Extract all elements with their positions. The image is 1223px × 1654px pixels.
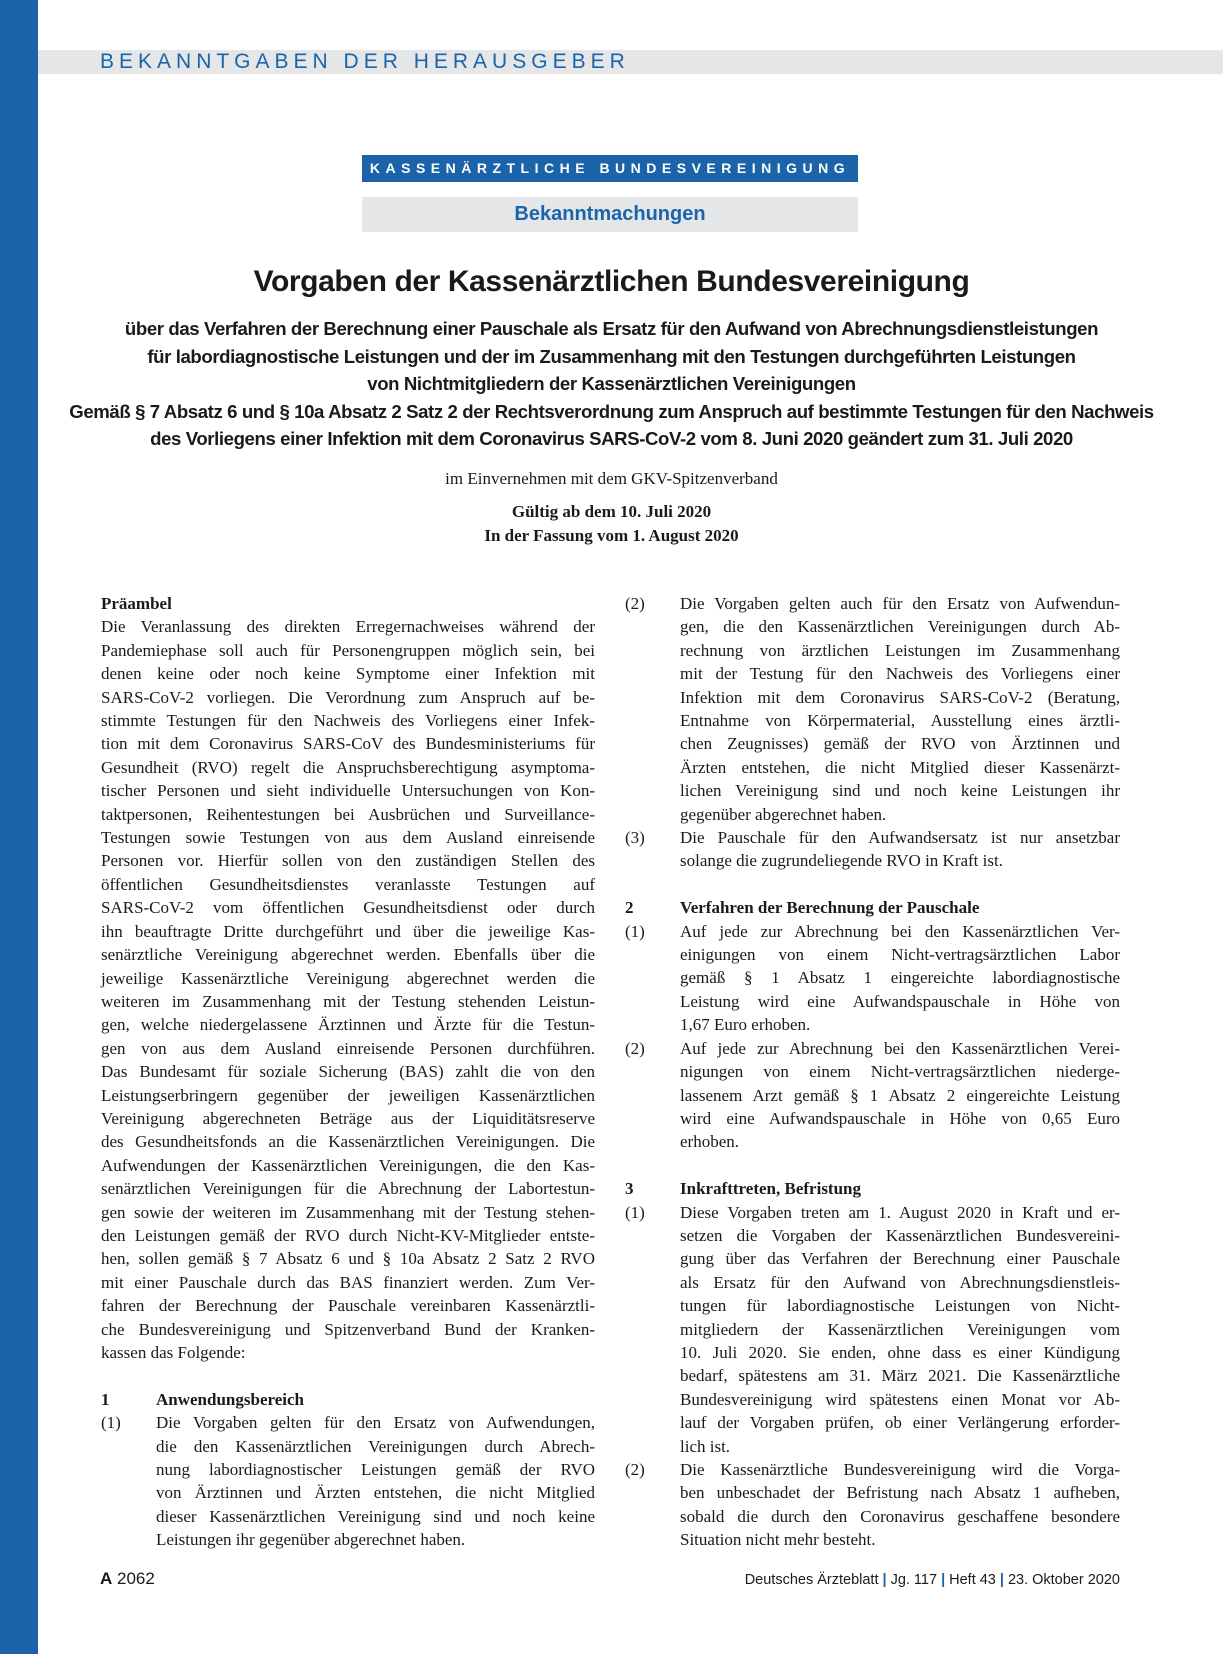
text-line: Testungen sowie Testungen von aus dem Ausland einreisende — [101, 828, 595, 848]
text-line: von Ärztinnen und Ärzten entstehen, die nicht Mitglied — [156, 1483, 595, 1503]
paragraph-item — [625, 826, 1120, 873]
text-line: Leistungserbringern gegenüber der jeweiligen Kassenärztlichen — [101, 1085, 595, 1105]
valid-from: Gültig ab dem 10. Juli 2020 — [511, 502, 712, 521]
section-title: BEKANNTGABEN DER HERAUSGEBER — [100, 50, 630, 73]
text-line: Auf jede zur Abrechnung bei den Kassenärztlichen Verei- — [680, 1038, 1120, 1058]
page-prefix: A — [100, 1569, 113, 1588]
paragraph-item — [625, 920, 1120, 1037]
text-line: Ärzten entstehen, die nicht Mitglied dieser Kassenärzt- — [680, 757, 1120, 777]
text-line: che Bundesvereinigung und Spitzenverband Bund der Kranken- — [101, 1319, 595, 1339]
text-line: weiteren im Zusammenhang mit der Testung stehenden Leistun- — [101, 991, 595, 1011]
paragraph-text — [680, 1458, 1120, 1552]
section-title: Inkrafttreten, Befristung — [680, 1179, 861, 1199]
text-line: einigungen von einem Nicht-vertragsärztlichen Labor — [680, 945, 1120, 965]
paragraph-item — [625, 1037, 1120, 1154]
paragraph-text — [680, 920, 1120, 1037]
paragraph-number: (1) — [101, 1413, 121, 1433]
subtitle-line: für labordiagnostische Leistungen und der im Zusammenhang mit den Testungen durchgeführten Leistungen — [147, 345, 1076, 367]
subtitle-line: des Vorliegens einer Infektion mit dem Coronavirus SARS-CoV-2 vom 8. Juni 2020 geändert zum 31. Juli 2020 — [150, 428, 1073, 449]
text-line: gen, die den Kassenärztlichen Vereinigungen durch Ab- — [680, 617, 1120, 637]
paragraph-text — [680, 826, 1120, 873]
text-line: tungen für labordiagnostische Leistungen von Nicht- — [680, 1296, 1120, 1316]
text-line: gen sowie der weiteren im Zusammenhang mit der Testung stehen- — [101, 1202, 595, 1222]
section-1 — [101, 1388, 595, 1552]
text-line: senärztlichen Vereinigungen für die Abrechnung der Labortestun- — [101, 1179, 595, 1199]
text-line: Die Vorgaben gelten auch für den Ersatz von Aufwendun- — [680, 594, 1120, 613]
text-line: 1,67 Euro erhoben. — [680, 1015, 811, 1035]
document-title: Vorgaben der Kassenärztlichen Bundesvereinigung — [253, 265, 970, 298]
paragraph-item — [625, 1458, 1120, 1552]
text-line: Diese Vorgaben treten am 1. August 2020 in Kraft und er- — [680, 1202, 1120, 1222]
paragraph-number: (1) — [625, 921, 645, 941]
paragraph-item — [101, 1411, 595, 1551]
section-title: Anwendungsbereich — [156, 1389, 304, 1409]
section-title: Verfahren der Berechnung der Pauschale — [680, 898, 980, 918]
text-line: chen Zeugnisses) gemäß der RVO von Ärztinnen und — [680, 734, 1120, 754]
text-line: solange die zugrundeliegende RVO in Kraft ist. — [680, 851, 1003, 871]
text-line: kassen das Folgende: — [101, 1343, 246, 1362]
text-line: den Leistungen gemäß der RVO durch Nicht-KV-Mitglieder entste- — [101, 1225, 595, 1245]
section-heading — [625, 896, 1120, 919]
text-line: Vereinigung abgerechneten Beträge aus der Liquiditätsreserve — [101, 1108, 595, 1128]
text-line: jeweilige Kassenärztliche Vereinigung abgerechnet werden die — [101, 968, 595, 988]
text-line: gemäß § 1 Absatz 1 eingereichte labordiagnostische — [680, 968, 1120, 988]
paragraph-text — [156, 1411, 595, 1551]
text-line: Pandemiephase soll auch für Personengruppen möglich sein, bei — [101, 640, 595, 660]
footer-separator: | — [941, 1572, 946, 1588]
text-line: SARS-CoV-2 vorliegen. Die Verordnung zum Anspruch auf be- — [101, 687, 595, 707]
section-number: 2 — [625, 898, 634, 918]
text-line: Die Vorgaben gelten für den Ersatz von Aufwendungen, — [156, 1413, 595, 1433]
page-number-value: 2062 — [117, 1569, 155, 1588]
paragraph-number: (2) — [625, 1038, 645, 1058]
text-line: senärztliche Vereinigung abgerechnet werden. Ebenfalls über die — [101, 945, 595, 965]
text-line: gung über das Verfahren der Berechnung einer Pauschale — [680, 1249, 1120, 1269]
left-column — [101, 592, 595, 1552]
text-line: mit einer Pauschale durch das BAS finanziert werden. Zum Ver- — [101, 1272, 595, 1292]
text-line: ihn beauftragte Dritte durchgeführt und über die jeweilige Kas- — [101, 921, 595, 941]
section-number: 1 — [101, 1389, 110, 1409]
text-line: Leistung wird eine Aufwandspauschale in Höhe von — [680, 991, 1120, 1011]
text-line: 10. Juli 2020. Sie enden, ohne dass es einer Kündigung — [680, 1342, 1120, 1362]
validity-info — [40, 500, 1183, 548]
section-heading — [625, 1177, 1120, 1200]
spacer — [101, 1364, 595, 1387]
text-line: lauf der Vorgaben prüfen, ob einer Verlängerung erforder- — [680, 1413, 1120, 1433]
text-line: Die Kassenärztliche Bundesvereinigung wird die Vorga- — [680, 1460, 1120, 1479]
paragraph-text — [680, 1201, 1120, 1458]
text-line: Das Bundesamt für soziale Sicherung (BAS) zahlt die von den — [101, 1062, 595, 1082]
text-line: gegenüber abgerechnet haben. — [680, 804, 887, 824]
text-line: Entnahme von Körpermaterial, Ausstellung eines ärztli- — [680, 711, 1120, 731]
right-column — [625, 592, 1120, 1552]
version-date: In der Fassung vom 1. August 2020 — [484, 526, 739, 545]
journal-volume: Jg. 117 — [890, 1572, 938, 1588]
paragraph-number: (1) — [625, 1202, 645, 1222]
text-line: denen keine oder noch keine Symptome einer Infektion mit — [101, 664, 595, 684]
text-line: dieser Kassenärztlichen Vereinigung sind und noch keine — [156, 1506, 595, 1526]
text-line: fahren der Berechnung der Pauschale vereinbaren Kassenärztli- — [101, 1296, 595, 1316]
text-line: Personen vor. Hierfür sollen von den zuständigen Stellen des — [101, 851, 595, 871]
text-line: Situation nicht mehr besteht. — [680, 1530, 876, 1550]
section-number: 3 — [625, 1179, 634, 1199]
text-line: SARS-CoV-2 vom öffentlichen Gesundheitsdienst oder durch — [101, 898, 595, 918]
journal-date: 23. Oktober 2020 — [1007, 1572, 1120, 1588]
subtitle-line: von Nichtmitgliedern der Kassenärztlichen Vereinigungen — [367, 373, 856, 394]
text-line: bedarf, spätestens am 31. März 2021. Die Kassenärztliche — [680, 1366, 1120, 1386]
subtitle-line: über das Verfahren der Berechnung einer Pauschale als Ersatz für den Aufwand von Abrechnungsdienstleistungen — [124, 318, 1099, 339]
text-line: als Ersatz für den Aufwand von Abrechnungsdienstleis- — [680, 1272, 1120, 1292]
text-line: öffentlichen Gesundheitsdienstes veranlasste Testungen auf — [101, 874, 595, 894]
text-line: Gesundheit (RVO) regelt die Anspruchsberechtigung asymptoma- — [101, 757, 595, 777]
document-subtitle — [40, 315, 1183, 453]
text-line: Auf jede zur Abrechnung bei den Kassenärztlichen Ver- — [680, 921, 1120, 941]
text-line: tischer Personen und sieht individuelle Untersuchungen von Kon- — [101, 781, 595, 801]
journal-name: Deutsches Ärzteblatt — [744, 1572, 879, 1588]
text-line: setzen die Vorgaben der Kassenärztlichen Bundesvereini- — [680, 1225, 1120, 1245]
text-line: rechnung von ärztlichen Leistungen im Zusammenhang — [680, 640, 1120, 660]
preamble-text — [101, 615, 595, 1364]
paragraph-item — [625, 1201, 1120, 1458]
text-line: mit der Testung für den Nachweis des Vorliegens einer — [680, 664, 1120, 684]
text-line: wird eine Aufwandspauschale in Höhe von 0,65 Euro — [680, 1108, 1120, 1128]
journal-issue: Heft 43 — [949, 1572, 996, 1588]
text-line: stimmte Testungen für den Nachweis des Vorliegens einer Infek- — [101, 711, 595, 731]
text-line: Die Veranlassung des direkten Erregernachweises während der — [101, 617, 595, 637]
document-type-banner: Bekanntmachungen — [362, 197, 858, 232]
agreement-note: im Einvernehmen mit dem GKV-Spitzenverband — [445, 469, 778, 488]
text-line: die den Kassenärztlichen Vereinigungen durch Abrech- — [156, 1436, 595, 1456]
text-line: Leistungen ihr gegenüber abgerechnet haben. — [156, 1530, 466, 1550]
text-line: sobald die durch den Coronavirus geschaffene besondere — [680, 1506, 1120, 1526]
text-line: lassenem Arzt gemäß § 1 Absatz 2 eingereichte Leistung — [680, 1085, 1120, 1105]
text-line: tion mit dem Coronavirus SARS-CoV des Bundesministeriums für — [101, 734, 595, 754]
page-number — [100, 1568, 155, 1590]
paragraph-number: (2) — [625, 594, 645, 613]
footer-separator: | — [882, 1572, 887, 1588]
text-line: gen von aus dem Ausland einreisende Personen durchführen. — [101, 1038, 595, 1058]
text-line: des Gesundheitsfonds an die Kassenärztlichen Vereinigungen. Die — [101, 1132, 595, 1152]
text-line: Die Pauschale für den Aufwandsersatz ist nur ansetzbar — [680, 828, 1120, 848]
text-line: mitgliedern der Kassenärztlichen Vereinigungen vom — [680, 1319, 1120, 1339]
footer-separator: | — [999, 1572, 1004, 1588]
paragraph-text — [680, 1037, 1120, 1154]
journal-footer — [745, 1570, 1120, 1590]
paragraph-number: (2) — [625, 1460, 645, 1479]
subtitle-line: Gemäß § 7 Absatz 6 und § 10a Absatz 2 Satz 2 der Rechtsverordnung zum Anspruch auf bestimmte Testungen für den Nachweis — [69, 400, 1154, 422]
section-1-continued — [625, 592, 1120, 873]
text-line: nung labordiagnostischer Leistungen gemäß der RVO — [156, 1460, 595, 1480]
side-color-bar — [0, 0, 38, 1654]
text-line: gen, welche niedergelassene Ärztinnen und Ärzte für die Testun- — [101, 1015, 595, 1035]
text-line: Aufwendungen der Kassenärztlichen Vereinigungen, die den Kas- — [101, 1155, 595, 1175]
text-line: lich ist. — [680, 1436, 731, 1456]
paragraph-item — [625, 592, 1120, 826]
text-line: lichen Vereinigung sind und noch keine Leistungen ihr — [680, 781, 1120, 801]
section-heading — [101, 1388, 595, 1411]
text-line: ben unbeschadet der Befristung nach Absatz 1 aufheben, — [680, 1483, 1120, 1503]
text-line: nigungen von einem Nicht-vertragsärztlichen niederge- — [680, 1062, 1120, 1082]
section-2 — [625, 896, 1120, 1153]
text-line: Infektion mit dem Coronavirus SARS-CoV-2 (Beratung, — [680, 687, 1120, 707]
text-line: hen, sollen gemäß § 7 Absatz 6 und § 10a Absatz 2 Satz 2 RVO — [101, 1249, 595, 1269]
organization-banner: KASSENÄRZTLICHE BUNDESVEREINIGUNG — [362, 155, 858, 182]
section-3 — [625, 1177, 1120, 1552]
paragraph-number: (3) — [625, 828, 645, 848]
spacer — [625, 873, 1120, 896]
text-line: taktpersonen, Reihentestungen bei Ausbrüchen und Surveillance- — [101, 804, 595, 824]
paragraph-text — [680, 592, 1120, 826]
spacer — [625, 1154, 1120, 1177]
text-line: Bundesvereinigung wird spätestens einen Monat vor Ab- — [680, 1389, 1120, 1409]
preamble-heading: Präambel — [101, 594, 172, 613]
text-line: erhoben. — [680, 1132, 740, 1152]
